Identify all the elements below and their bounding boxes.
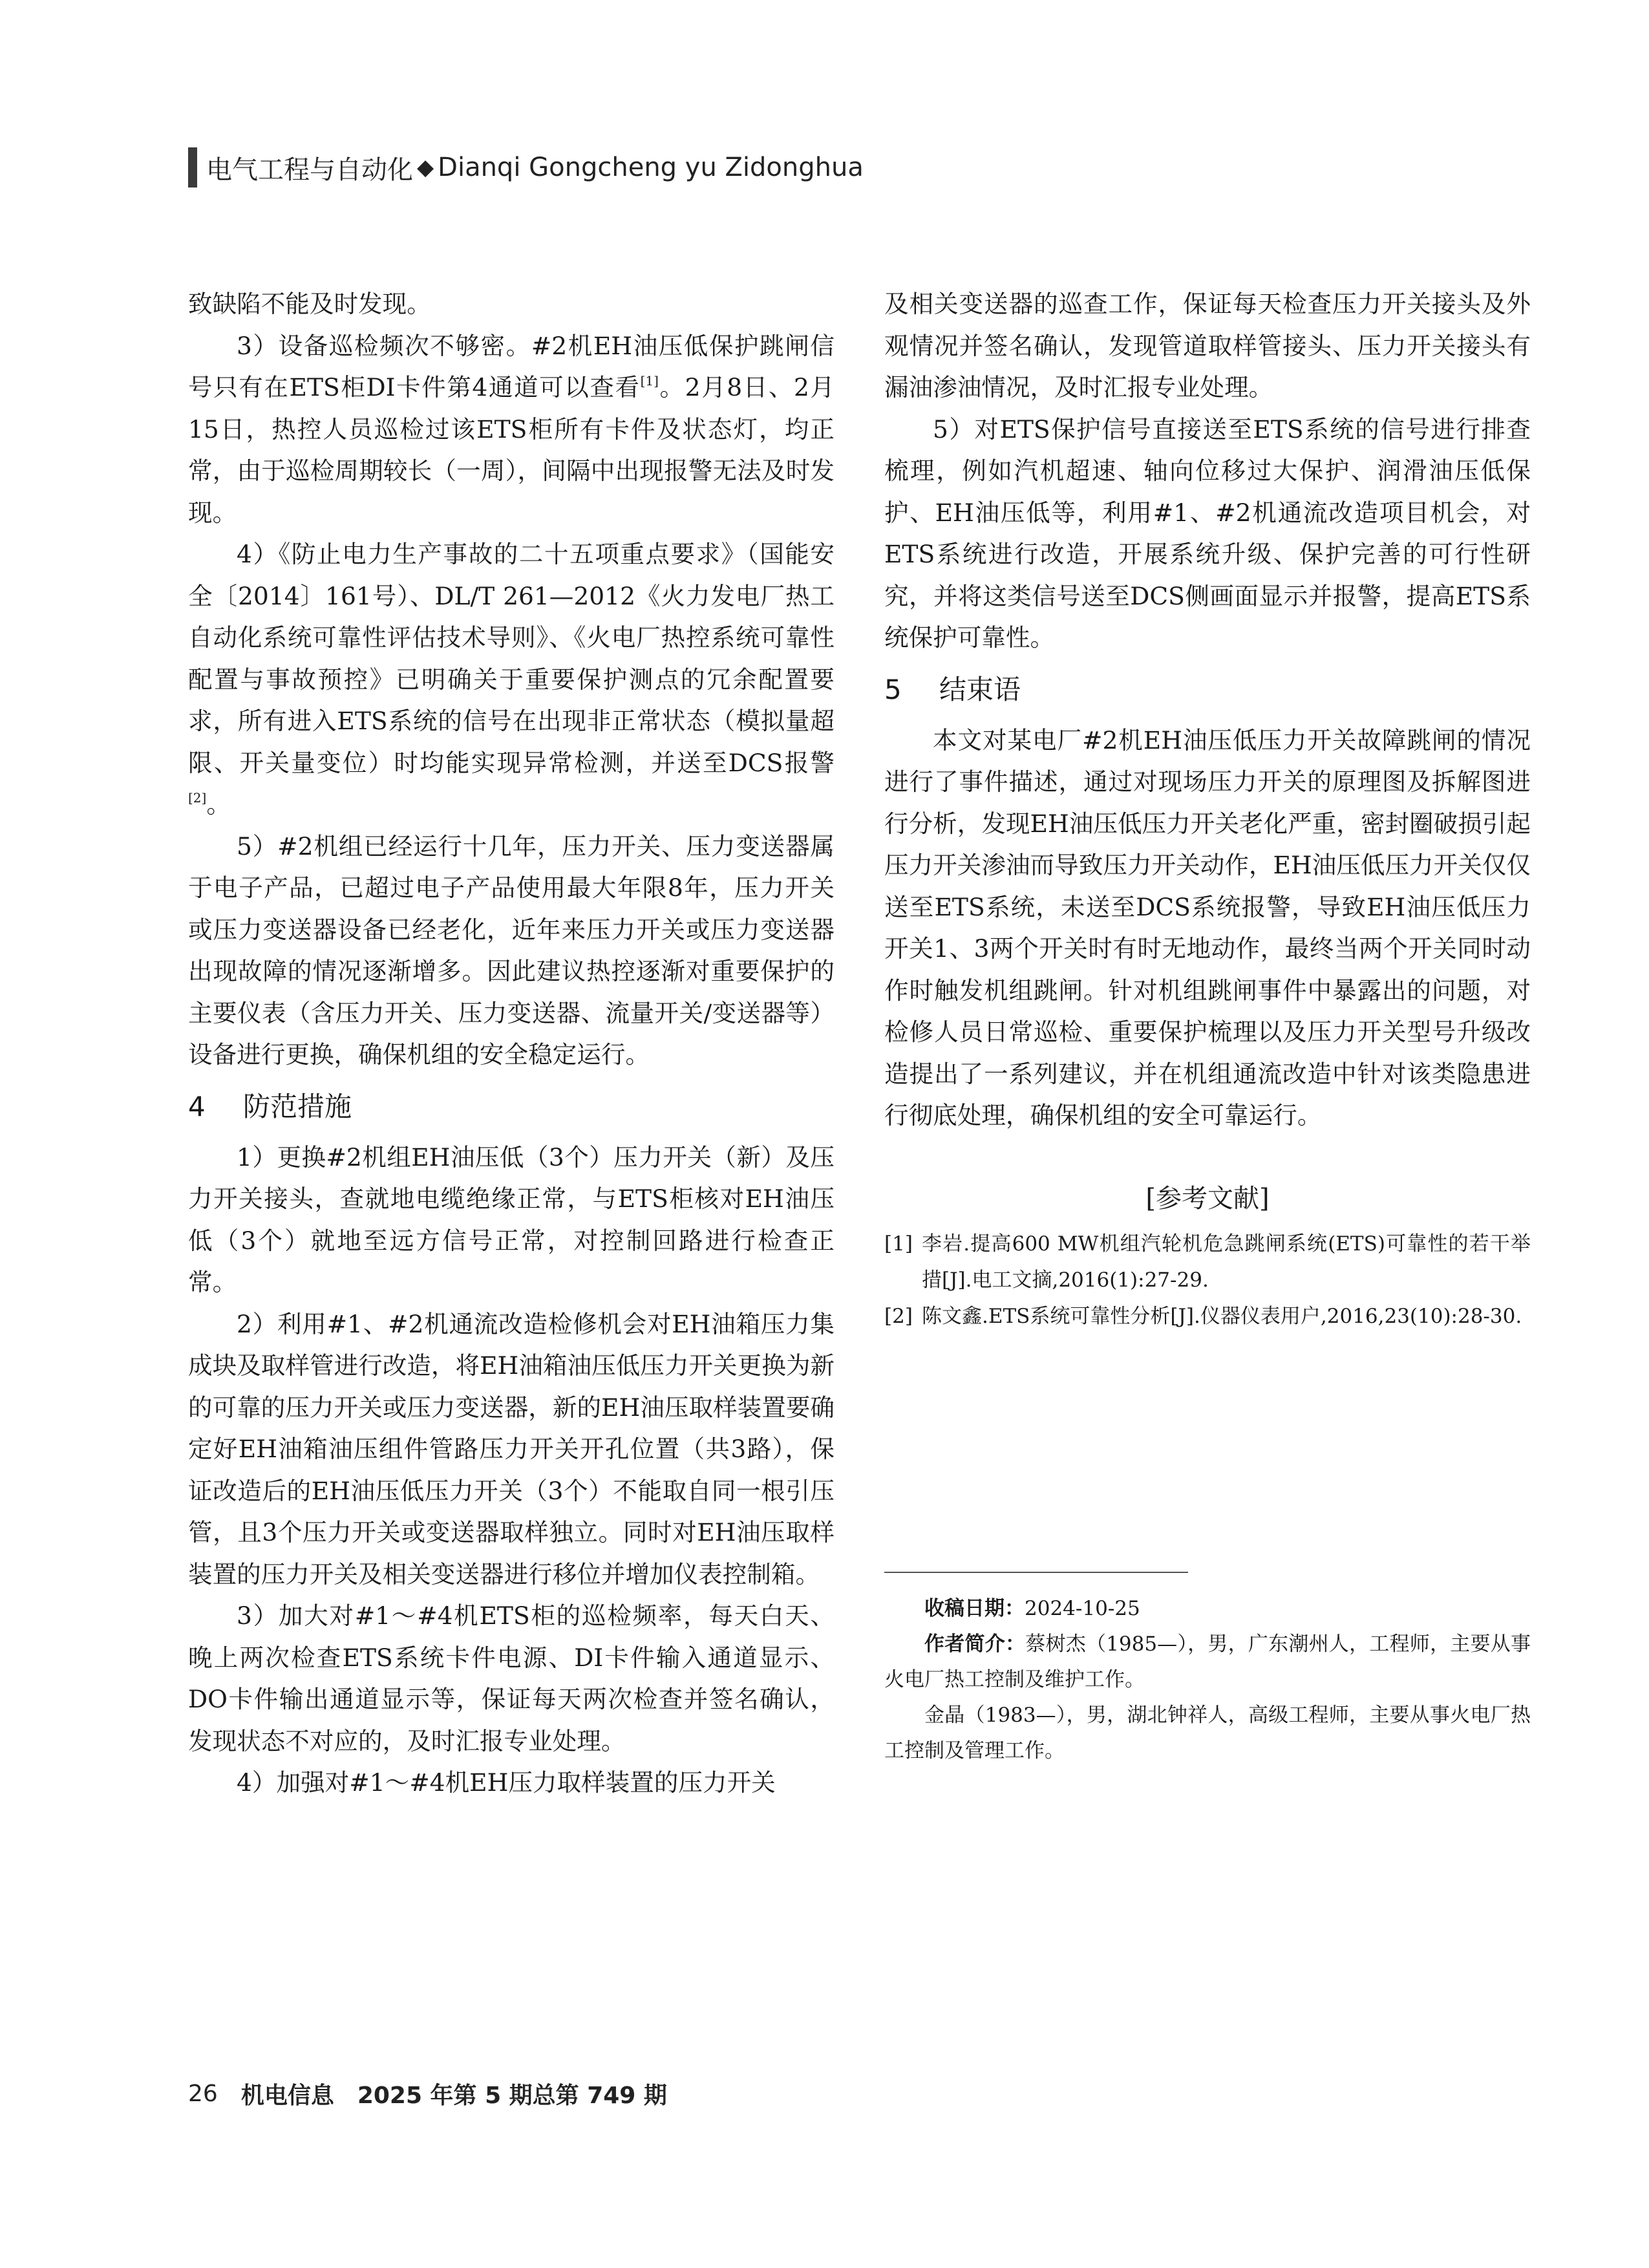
paragraph-continuation: 致缺陷不能及时发现。: [188, 290, 431, 318]
reference-number: [1]: [884, 1232, 913, 1256]
running-header: [188, 147, 864, 187]
reference-text: 李岩.提高600 MW机组汽轮机危急跳闸系统(ETS)可靠性的若干举措[J].电工文摘,2016(1):27-29.: [922, 1232, 1531, 1292]
references-heading: [参考文献]: [1145, 1183, 1270, 1214]
footnote-divider: [884, 1572, 1188, 1573]
author-bio-1: [884, 1627, 1531, 1698]
paragraph-text: 。: [206, 790, 231, 818]
page-number: 26: [188, 2080, 218, 2107]
author-label: 作者简介：: [924, 1632, 1026, 1656]
paragraph-item-3: [188, 325, 835, 534]
paragraph-text: 4）《防止电力生产事故的二十五项重点要求》（国能安全〔2014〕161号）、DL/T 261—2012《火力发电厂热工自动化系统可靠性评估技术导则》、《火电厂热控系统可靠性配置与事故预控》已明确关于重要保护测点的冗余配置要求，所有进入ETS系统的信号在出现非正常状态（模拟量超限、开关量变位）时均能实现异常检测，并送至DCS报警: [188, 540, 835, 777]
right-column: [884, 283, 1531, 1769]
footer-journal-name: 机电信息: [240, 2082, 334, 2109]
measure-item-3: 3）加大对#1～#4机ETS柜的巡检频率，每天白天、晚上两次检查ETS系统卡件电源、DI卡件输入通道显示、DO卡件输出通道显示等，保证每天两次检查并签名确认，发现状态不对应的，及时汇报专业处理。: [188, 1601, 835, 1755]
section-title: 结束语: [939, 673, 1021, 705]
left-column: [188, 283, 835, 1804]
author-bio-2: 金晶（1983—），男，湖北钟祥人，高级工程师，主要从事火电厂热工控制及管理工作。: [884, 1703, 1531, 1762]
paragraph-item-5: 5）#2机组已经运行十几年，压力开关、压力变送器属于电子产品，已超过电子产品使用最大年限8年，压力开关或压力变送器设备已经老化，近年来压力开关或压力变送器出现故障的情况逐渐增多。因此建议热控逐渐对重要保护的主要仪表（含压力开关、压力变送器、流量开关/变送器等）设备进行更换，确保机组的安全稳定运行。: [188, 831, 835, 1069]
measure-item-2: 2）利用#1、#2机通流改造检修机会对EH油箱压力集成块及取样管进行改造，将EH油箱油压低压力开关更换为新的可靠的压力开关或压力变送器，新的EH油压取样装置要确定好EH油箱油压组件管路压力开关开孔位置（共3路），保证改造后的EH油压低压力开关（3个）不能取自同一根引压管，且3个压力开关或变送器取样独立。同时对EH油压取样装置的压力开关及相关变送器进行移位并增加仪表控制箱。: [188, 1309, 835, 1589]
reference-item: [884, 1298, 1531, 1334]
section-number: 5: [884, 673, 902, 705]
references-list: [884, 1226, 1531, 1334]
paragraph-item-4: [188, 533, 835, 826]
paragraph-text: 。2月8日、2月15日，热控人员巡检过该ETS柜所有卡件及状态灯，均正常，由于巡检周期较长（一周），间隔中出现报警无法及时发现。: [188, 373, 835, 527]
journal-name-pinyin: Dianqi Gongcheng yu Zidonghua: [438, 153, 864, 182]
diamond-separator-icon: ◆: [417, 155, 434, 180]
section-number: 4: [188, 1090, 206, 1122]
conclusion-paragraph: 本文对某电厂#2机EH油压低压力开关故障跳闸的情况进行了事件描述，通过对现场压力开关的原理图及拆解图进行分析，发现EH油压低压力开关老化严重，密封圈破损引起压力开关渗油而导致压力开关动作，EH油压低压力开关仅仅送至ETS系统，未送至DCS系统报警，导致EH油压低压力开关1、3两个开关时有时无地动作，最终当两个开关同时动作时触发机组跳闸。针对机组跳闸事件中暴露出的问题，对检修人员日常巡检、重要保护梳理以及压力开关型号升级改造提出了一系列建议，并在机组通流改造中针对该类隐患进行彻底处理，确保机组的安全可靠运行。: [884, 725, 1531, 1129]
reference-text: 陈文鑫.ETS系统可靠性分析[J].仪器仪表用户,2016,23(10):28-30.: [922, 1304, 1522, 1328]
header-bar: [188, 147, 197, 187]
journal-name-cn: 电气工程与自动化: [206, 155, 413, 185]
section-heading-4: [188, 1086, 835, 1128]
received-label: 收稿日期：: [924, 1596, 1025, 1620]
section-title: 防范措施: [243, 1090, 352, 1122]
page-footer: [188, 2074, 667, 2113]
citation-ref-1: [1]: [640, 373, 659, 389]
measure-item-4-continuation: 及相关变送器的巡查工作，保证每天检查压力开关接头及外观情况并签名确认，发现管道取样管接头、压力开关接头有漏油渗油情况，及时汇报专业处理。: [884, 290, 1531, 401]
citation-ref-2: [2]: [188, 790, 207, 806]
received-value: 2024-10-25: [1025, 1596, 1140, 1620]
paragraph-text: 3）设备巡检频次不够密。#2机EH油压低保护跳闸信号只有在ETS柜DI卡件第4通道可以查看: [188, 331, 835, 401]
footer-issue: 2025 年第 5 期总第 749 期: [357, 2082, 667, 2109]
measure-item-1: 1）更换#2机组EH油压低（3个）压力开关（新）及压力开关接头，查就地电缆绝缘正常，与ETS柜核对EH油压低（3个）就地至远方信号正常，对控制回路进行检查正常。: [188, 1142, 835, 1296]
author-bio-text: 蔡树杰（1985—），男，广东潮州人，工程师，主要从事火电厂热工控制及维护工作。: [884, 1632, 1531, 1691]
section-heading-5: [884, 669, 1531, 711]
reference-number: [2]: [884, 1304, 913, 1328]
measure-item-5: 5）对ETS保护信号直接送至ETS系统的信号进行排查梳理，例如汽机超速、轴向位移过大保护、润滑油压低保护、EH油压低等，利用#1、#2机通流改造项目机会，对ETS系统进行改造，开展系统升级、保护完善的可行性研究，并将这类信号送至DCS侧画面显示并报警，提高ETS系统保护可靠性。: [884, 414, 1531, 652]
measure-item-4-start: 4）加强对#1～#4机EH压力取样装置的压力开关: [237, 1768, 776, 1797]
reference-item: [884, 1226, 1531, 1298]
received-date: [884, 1591, 1531, 1627]
